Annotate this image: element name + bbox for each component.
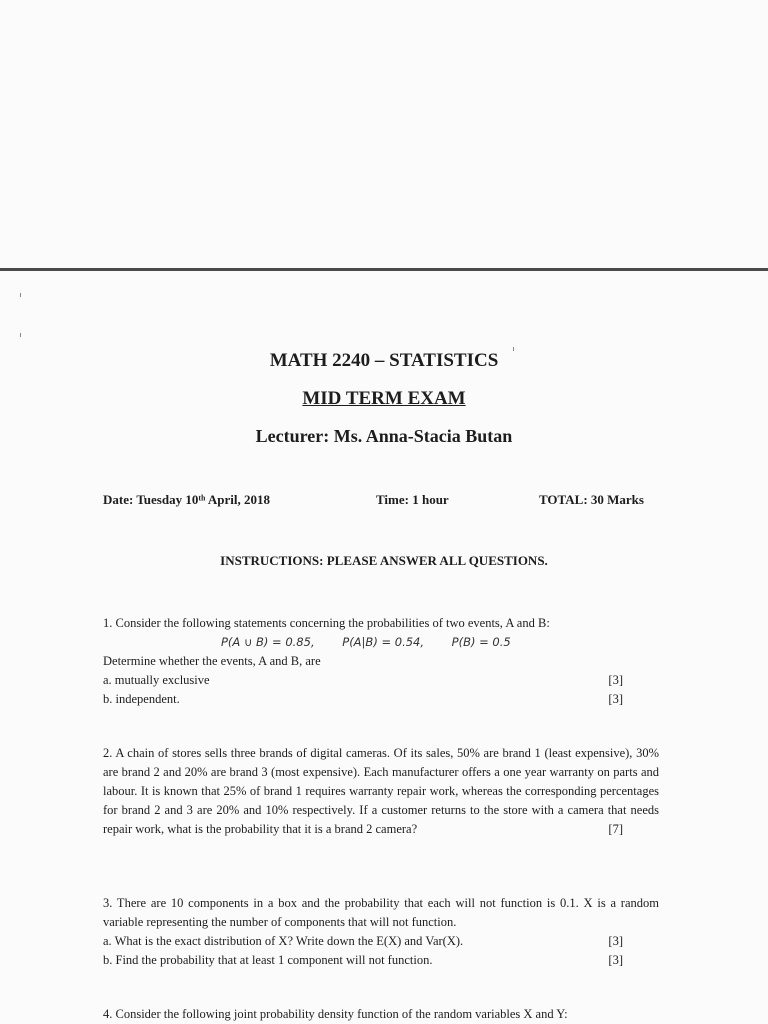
question-1b-text: b. independent. [103, 692, 180, 706]
formula-prob-b: P(B) = 0.5 [451, 635, 511, 649]
question-1a-marks: [3] [608, 673, 623, 687]
question-1-intro: 1. Consider the following statements concerning the probabilities of two events, A and B: [103, 616, 550, 630]
question-3a [103, 932, 659, 951]
question-1-prompt: Determine whether the events, A and B, are [103, 654, 321, 668]
question-1a-text: a. mutually exclusive [103, 673, 210, 687]
question-3a-text: a. What is the exact distribution of X? Write down the E(X) and Var(X). [103, 934, 464, 948]
exam-time: Time: 1 hour [376, 492, 449, 507]
lecturer-name: Lecturer: Ms. Anna-Stacia Butan [255, 426, 513, 446]
question-3b-marks: [3] [608, 953, 623, 967]
question-3b [103, 951, 659, 970]
question-3b-text: b. Find the probability that at least 1 component will not function. [103, 953, 433, 967]
question-1 [103, 614, 659, 709]
question-2 [103, 744, 659, 839]
question-2-text: 2. A chain of stores sells three brands of digital cameras. Of its sales, 50% are brand 1 (least expensive), 30% are brand 2 and 20% are brand 3 (most expensive). Each manufacturer offers a one year warranty on parts and labour. It is known that 25% of brand 1 requires warranty repair work, whereas the corresponding percentages for brand 2 and 3 are 20% and 10% respectively. If a customer returns to the store with a camera that needs repair work, what is the probability that it is a brand 2 camera? [103, 746, 659, 836]
formula-union: P(A ∪ B) = 0.85, [221, 635, 315, 649]
scan-speck [20, 333, 21, 337]
question-3-text: 3. There are 10 components in a box and the probability that each will not function is 0.1. X is a random variable representing the number of components that will not function. [103, 896, 659, 929]
instructions: INSTRUCTIONS: PLEASE ANSWER ALL QUESTIONS. [220, 553, 548, 568]
question-4-text: 4. Consider the following joint probability density function of the random variables X and Y: [103, 1007, 568, 1021]
exam-total-marks: TOTAL: 30 Marks [539, 492, 644, 507]
question-1a [103, 671, 659, 690]
question-1-formulas [103, 633, 659, 652]
question-4 [103, 1005, 659, 1024]
exam-date: Date: Tuesday 10ᵗʰ April, 2018 [103, 492, 270, 507]
question-1b-marks: [3] [608, 692, 623, 706]
question-1b [103, 690, 659, 709]
formula-conditional: P(A|B) = 0.54, [342, 635, 425, 649]
page-top-rule [0, 268, 768, 271]
question-3a-marks: [3] [608, 934, 623, 948]
question-2-marks: [7] [608, 822, 623, 836]
question-3 [103, 894, 659, 970]
course-title: MATH 2240 – STATISTICS [269, 350, 499, 371]
exam-title: MID TERM EXAM [302, 388, 466, 409]
scan-speck [20, 293, 21, 297]
